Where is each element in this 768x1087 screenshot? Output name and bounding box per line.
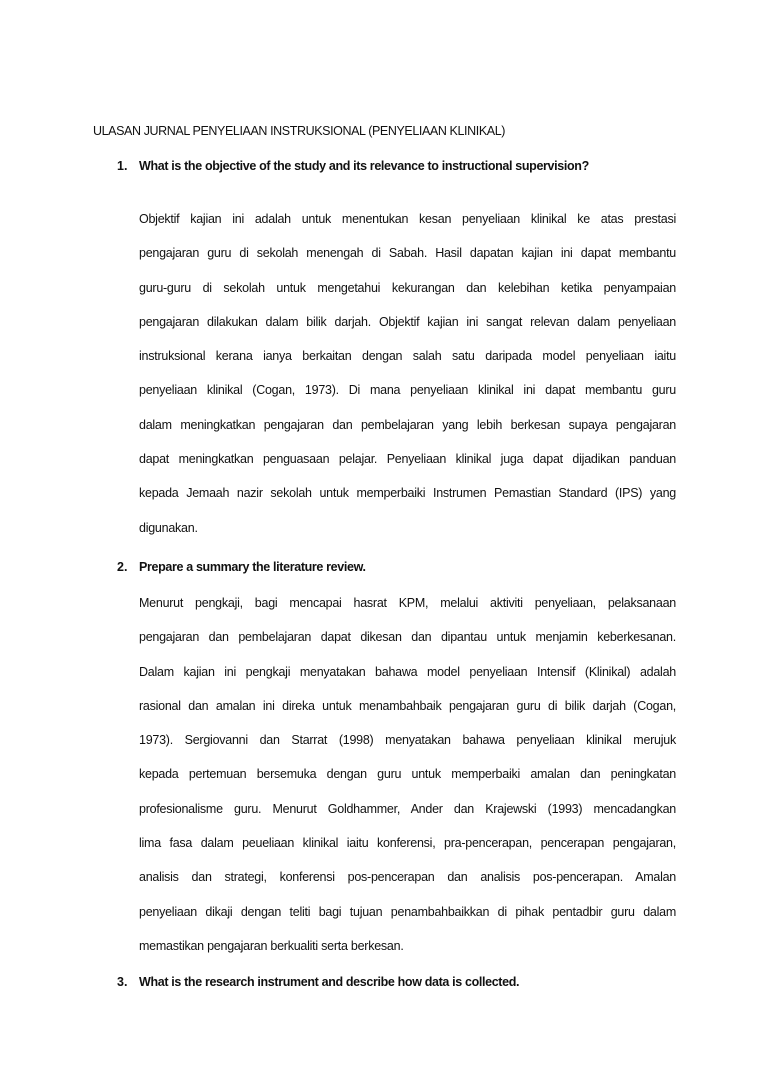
answer-2-line: kepada pertemuan bersemuka dengan guru untuk memperbaiki amalan dan peningkatan bbox=[139, 767, 676, 782]
answer-2-line: Menurut pengkaji, bagi mencapai hasrat KPM, melalui aktiviti penyeliaan, pelaksanaan bbox=[139, 596, 676, 610]
answer-1-line: pengajaran guru di sekolah menengah di Sabah. Hasil dapatan kajian ini dapat membantu bbox=[139, 246, 676, 261]
answer-2-line: penyeliaan dikaji dengan teliti bagi tujuan penambahbaikkan di pihak pentadbir guru dalam bbox=[139, 904, 676, 919]
answer-1-line: digunakan. bbox=[139, 520, 198, 535]
answer-1-line: penyeliaan klinikal (Cogan, 1973). Di mana penyeliaan klinikal ini dapat membantu guru bbox=[139, 383, 676, 398]
answer-2-line: rasional dan amalan ini direka untuk menambahbaik pengajaran guru di bilik darjah (Cogan, bbox=[139, 698, 676, 713]
answer-2-line: pengajaran dan pembelajaran dapat dikesan dan dipantau untuk menjamin keberkesanan. bbox=[139, 630, 676, 645]
question-3-number: 3. bbox=[117, 975, 128, 989]
answer-1-paragraph bbox=[139, 210, 676, 553]
question-1-text: What is the objective of the study and its relevance to instructional supervision? bbox=[139, 159, 589, 173]
answer-2-line: lima fasa dalam peueliaan klinikal iaitu konferensi, pra-pencerapan, pencerapan pengajaran, bbox=[139, 836, 676, 851]
answer-1-line: instruksional kerana ianya berkaitan dengan salah satu daripada model penyeliaan iaitu bbox=[139, 349, 676, 364]
answer-1-line: guru-guru di sekolah untuk mengetahui kekurangan dan kelebihan ketika penyampaian bbox=[139, 280, 676, 295]
answer-1-line: Objektif kajian ini adalah untuk menentukan kesan penyeliaan klinikal ke atas prestasi bbox=[139, 212, 676, 226]
answer-2-paragraph bbox=[139, 594, 676, 971]
answer-1-line: dalam meningkatkan pengajaran dan pembelajaran yang lebih berkesan supaya pengajaran bbox=[139, 417, 676, 432]
answer-1-line: pengajaran dilakukan dalam bilik darjah. Objektif kajian ini sangat relevan dalam penyeliaan bbox=[139, 314, 676, 329]
answer-1-line: dapat meningkatkan penguasaan pelajar. Penyeliaan klinikal juga dapat dijadikan panduan bbox=[139, 452, 676, 467]
document-title: ULASAN JURNAL PENYELIAAN INSTRUKSIONAL (PENYELIAAN KLINIKAL) bbox=[93, 124, 506, 138]
answer-2-line: memastikan pengajaran berkualiti serta berkesan. bbox=[139, 938, 404, 953]
answer-2-line: 1973). Sergiovanni dan Starrat (1998) menyatakan bahawa penyeliaan klinikal merujuk bbox=[139, 733, 676, 748]
answer-2-line: Dalam kajian ini pengkaji menyatakan bahawa model penyeliaan Intensif (Klinikal) adalah bbox=[139, 664, 676, 679]
question-3-text: What is the research instrument and describe how data is collected. bbox=[139, 975, 520, 989]
answer-2-line: analisis dan strategi, konferensi pos-pencerapan dan analisis pos-pencerapan. Amalan bbox=[139, 870, 676, 885]
answer-1-line: kepada Jemaah nazir sekolah untuk memperbaiki Instrumen Pemastian Standard (IPS) yang bbox=[139, 486, 676, 501]
answer-2-line: profesionalisme guru. Menurut Goldhammer, Ander dan Krajewski (1993) mencadangkan bbox=[139, 801, 676, 816]
question-2-number: 2. bbox=[117, 560, 128, 574]
question-1-number: 1. bbox=[117, 159, 128, 173]
question-2-text: Prepare a summary the literature review. bbox=[139, 560, 366, 574]
